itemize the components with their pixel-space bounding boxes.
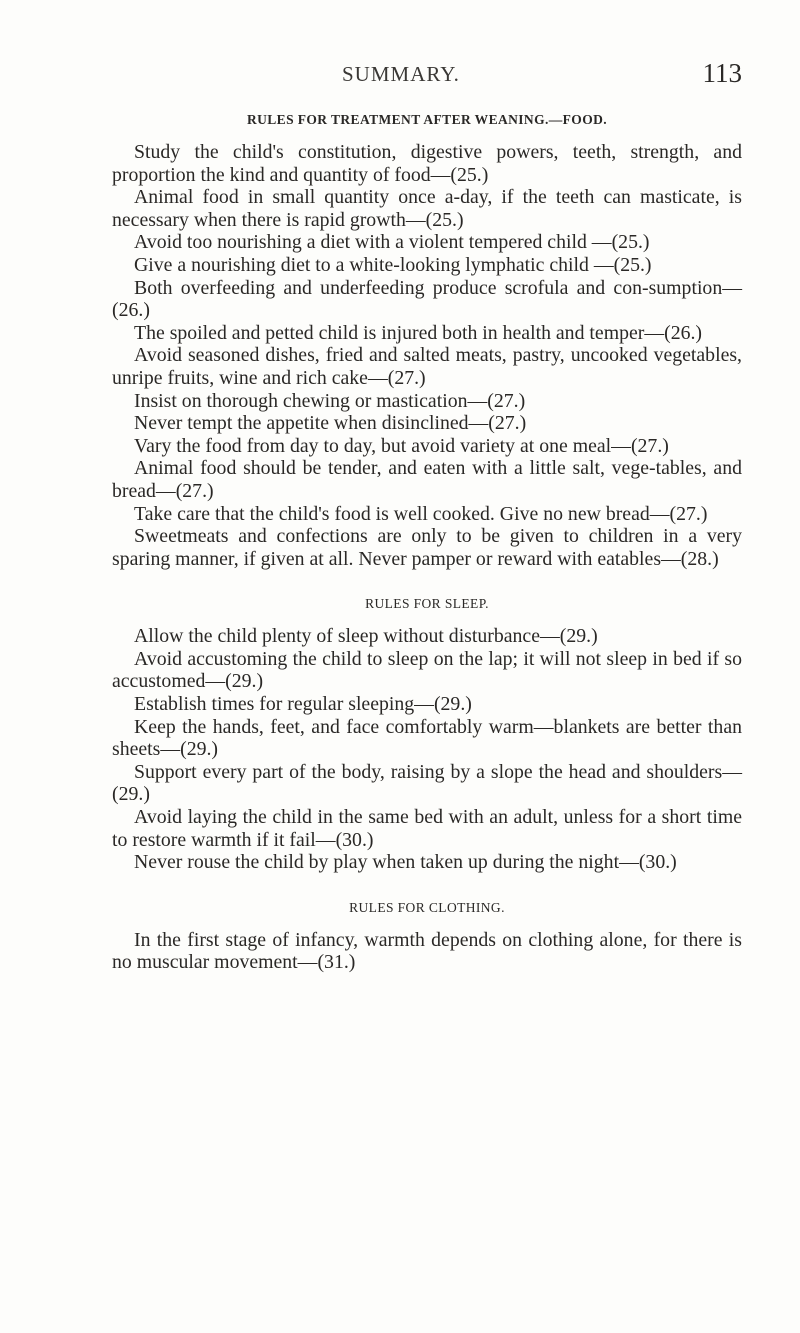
rule-paragraph: Study the child's constitution, digestive powers, teeth, strength, and proportion the kind and quantity of food—(25.) (112, 141, 742, 186)
rule-paragraph: Take care that the child's food is well cooked. Give no new bread—(27.) (134, 502, 708, 525)
rule-paragraph: Animal food in small quantity once a-day, if the teeth can masticate, is necessary when there is rapid growth—(25.) (112, 186, 742, 231)
rule-paragraph: Insist on thorough chewing or mastication—(27.) (134, 389, 526, 412)
rule-paragraph: In the first stage of infancy, warmth depends on clothing alone, for there is no muscular movement—(31.) (112, 928, 742, 974)
section-heading-food: RULES FOR TREATMENT AFTER WEANING.—FOOD. (246, 112, 608, 127)
section-heading-sleep: RULES FOR SLEEP. (365, 596, 489, 612)
rule-paragraph: Avoid seasoned dishes, fried and salted meats, pastry, uncooked vegetables, unripe fruits, wine and rich cake—(27.) (112, 344, 742, 389)
rule-paragraph: Avoid laying the child in the same bed with an adult, unless for a short time to restore warmth if it fail—(30.) (112, 806, 742, 851)
rule-paragraph: Never rouse the child by play when taken up during the night—(30.) (134, 851, 677, 874)
rule-paragraph: Give a nourishing diet to a white-looking lymphatic child —(25.) (134, 253, 652, 276)
page-number: 113 (702, 58, 742, 88)
rule-paragraph: The spoiled and petted child is injured both in health and temper—(26.) (134, 321, 703, 344)
page-body (112, 112, 742, 974)
rule-paragraph: Animal food should be tender, and eaten with a little salt, vege-tables, and bread—(27.) (112, 457, 742, 502)
rule-paragraph: Establish times for regular sleeping—(29.) (134, 693, 472, 716)
section-sleep (112, 596, 742, 874)
rule-paragraph: Allow the child plenty of sleep without disturbance—(29.) (134, 625, 598, 648)
section-clothing (112, 900, 742, 974)
running-head (112, 50, 742, 90)
section-heading-clothing: RULES FOR CLOTHING. (349, 899, 505, 915)
rule-paragraph: Avoid too nourishing a diet with a violent tempered child —(25.) (134, 231, 650, 254)
rule-paragraph: Support every part of the body, raising by a slope the head and shoulders—(29.) (112, 760, 742, 806)
rule-paragraph: Avoid accustoming the child to sleep on the lap; it will not sleep in bed if so accustomed—(29.) (112, 647, 742, 693)
rule-paragraph: Sweetmeats and confections are only to be given to children in a very sparing manner, if given at all. Never pamper or reward with eatables—(28.) (112, 525, 742, 570)
rule-paragraph: Vary the food from day to day, but avoid variety at one meal—(27.) (134, 434, 669, 457)
rule-paragraph: Both overfeeding and underfeeding produce scrofula and con-sumption—(26.) (112, 276, 742, 322)
rule-paragraph: Never tempt the appetite when disinclined—(27.) (134, 412, 527, 435)
running-title: SUMMARY. (342, 62, 460, 86)
section-food (112, 112, 742, 570)
rule-paragraph: Keep the hands, feet, and face comfortably warm—blankets are better than sheets—(29.) (112, 715, 742, 761)
